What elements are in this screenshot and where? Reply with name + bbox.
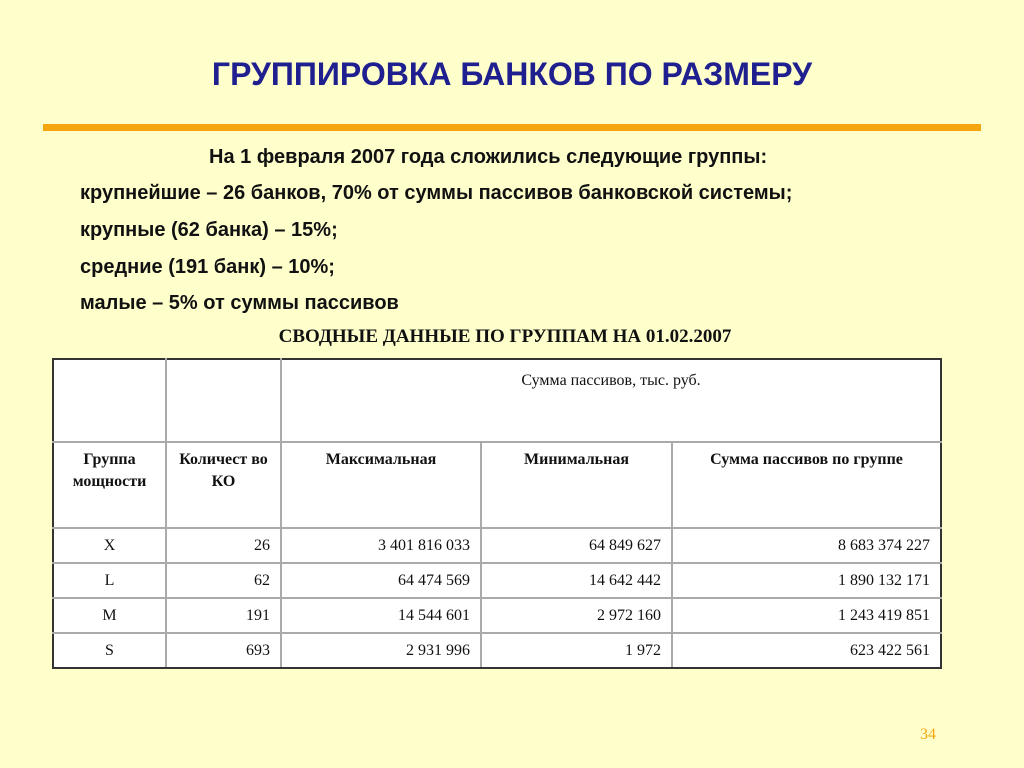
slide-title: ГРУППИРОВКА БАНКОВ ПО РАЗМЕРУ	[211, 56, 813, 92]
header-min: Минимальная	[481, 442, 672, 528]
intro-line: На 1 февраля 2007 года сложились следующие группы:	[209, 146, 768, 168]
cell-count: 26	[166, 528, 281, 563]
header-count: Количест во КО	[166, 442, 281, 528]
cell-min: 2 972 160	[481, 598, 672, 633]
cell-count: 191	[166, 598, 281, 633]
cell-min: 64 849 627	[481, 528, 672, 563]
cell-max: 64 474 569	[281, 563, 481, 598]
group-line-largest: крупнейшие – 26 банков, 70% от суммы пассивов банковской системы;	[80, 182, 793, 204]
group-line-medium: средние (191 банк) – 10%;	[80, 256, 335, 278]
cell-min: 14 642 442	[481, 563, 672, 598]
group-line-small: малые – 5% от суммы пассивов	[80, 292, 399, 314]
cell-max: 2 931 996	[281, 633, 481, 668]
group-line-large: крупные (62 банка) – 15%;	[80, 219, 338, 241]
cell-group: X	[53, 528, 166, 563]
cell-group: M	[53, 598, 166, 633]
table-header-empty-cell	[53, 359, 166, 442]
cell-group: S	[53, 633, 166, 668]
cell-min: 1 972	[481, 633, 672, 668]
table-row	[53, 633, 941, 668]
table-header-empty-cell	[166, 359, 281, 442]
table-header-row-2	[53, 442, 941, 528]
cell-group: L	[53, 563, 166, 598]
table-header-liabilities: Сумма пассивов, тыс. руб.	[281, 359, 941, 442]
table-title: СВОДНЫЕ ДАННЫЕ ПО ГРУППАМ НА 01.02.2007	[278, 326, 732, 347]
header-total: Сумма пассивов по группе	[672, 442, 941, 528]
cell-total: 623 422 561	[672, 633, 941, 668]
table-row	[53, 598, 941, 633]
table-row	[53, 563, 941, 598]
cell-total: 1 243 419 851	[672, 598, 941, 633]
cell-count: 693	[166, 633, 281, 668]
title-underline	[43, 124, 981, 131]
cell-count: 62	[166, 563, 281, 598]
cell-max: 3 401 816 033	[281, 528, 481, 563]
table-header-row-1	[53, 359, 941, 442]
header-max: Максимальная	[281, 442, 481, 528]
summary-table	[52, 358, 942, 669]
page-number: 34	[920, 726, 936, 743]
cell-total: 8 683 374 227	[672, 528, 941, 563]
cell-max: 14 544 601	[281, 598, 481, 633]
table-row	[53, 528, 941, 563]
cell-total: 1 890 132 171	[672, 563, 941, 598]
header-group: Группа мощности	[53, 442, 166, 528]
